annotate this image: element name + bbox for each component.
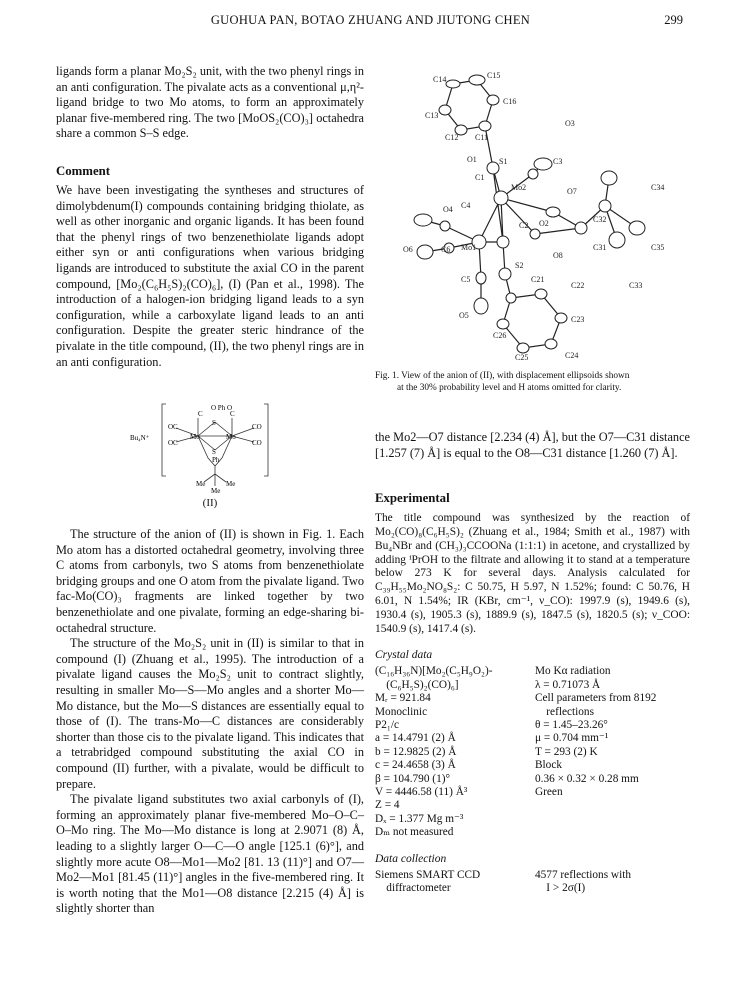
atom-label: O7 (567, 187, 577, 196)
atom-label: C3 (553, 157, 563, 166)
molecule-drawing (375, 66, 690, 363)
experimental-paragraph: The title compound was synthesized by the reaction of Mo₂(CO)₈(C₆H₅S)₂ (Zhuang et al., 1984; Smith et al., 1987) with Bu₄NBr and (CH₃)₃CCOONa (1:1:1) in acetone, and crystallized by adding ⁱPrOH to the filtrate and allowing it to stand at a temperature below 273 K for several days. Analysis calculated for C₃₉H₅₅Mo₂NO₈S₂: C 50.75, H 5.97, N 1.52%; found: C 50.76, H 6.01, N 1.54%; IR (KBr, cm⁻¹, ν_CO): 1997.9 (s), 1949.6 (s), 1930.4 (s), 1905.3 (s), 1889.9 (s), 1847.5 (s), 1820.5 (s); ν_COO: 1540.9 (s), 1417.4 (s). (375, 512, 690, 635)
svg-text:Me: Me (226, 480, 236, 489)
atom-label: S1 (499, 157, 508, 166)
crystal-data-cell (535, 826, 690, 839)
atom-label: Mo1 (461, 243, 477, 252)
crystal-data-cell: b = 12.9825 (2) Å (375, 745, 457, 758)
svg-text:S: S (212, 448, 216, 457)
ortep-figure (375, 66, 690, 363)
atom-label: C35 (651, 243, 665, 252)
crystal-data-row (375, 773, 690, 786)
atom-label: C34 (651, 183, 665, 192)
mo2s2-paragraph: The structure of the Mo₂S₂ unit in (II) is similar to that in compound (I) (Zhuang et al., 1995). The introduction of a pivalate ligand causes the Mo₂S₂ unit to contract slightly, resulting in smaller Mo—S—Mo angles and a shorter Mo—Mo distance, but the Mo—S distances are essentially equal to those of (I). The trans-Mo—C distances are considerably shorter than those cis to the pivalate ligand. This indicates that a tetrabridged compound substituting the axial CO in compound (II) further, with a pivalate, would be difficult to prepare. (56, 636, 364, 791)
crystal-data-row (375, 665, 690, 678)
crystal-data-cell: T = 293 (2) K (535, 745, 598, 758)
continuation-paragraph: the Mo2—O7 distance [2.234 (4) Å], but the O7—C31 distance [1.257 (7) Å] is equal to the O8—C31 distance [1.260 (7) Å]. (375, 430, 690, 460)
figure-caption-line-2: at the 30% probability level and H atoms omitted for clarity. (397, 382, 622, 393)
atom-label: S2 (515, 261, 524, 270)
data-collection-cell: diffractometer (375, 882, 451, 895)
crystal-data-row (375, 706, 690, 719)
svg-text:C: C (198, 410, 203, 419)
data-collection-heading: Data collection (375, 852, 447, 865)
crystal-data-row (375, 786, 690, 799)
atom-label: C13 (425, 111, 439, 120)
data-collection-cell: I > 2σ(I) (535, 882, 586, 895)
atom-label: C25 (515, 353, 529, 362)
svg-text:Me: Me (196, 480, 206, 489)
atom-label: O6 (403, 245, 413, 254)
atom-label: C21 (531, 275, 545, 284)
scheme-drawing (126, 398, 286, 493)
svg-text:Me: Me (211, 487, 221, 494)
crystal-data-cell: μ = 0.704 mm⁻¹ (535, 732, 609, 745)
crystal-data-cell: a = 14.4791 (2) Å (375, 732, 456, 745)
crystal-data-cell: 0.36 × 0.32 × 0.28 mm (535, 772, 639, 785)
atom-label: C26 (493, 331, 507, 340)
atom-label: C22 (571, 281, 585, 290)
left-column (56, 64, 364, 917)
page-header (0, 13, 741, 33)
svg-text:CO: CO (252, 439, 262, 448)
atom-label: C11 (475, 133, 489, 142)
comment-heading: Comment (56, 163, 111, 178)
crystal-data-cell: V = 4446.58 (11) Å³ (375, 786, 468, 799)
atom-label: C12 (445, 133, 459, 142)
atom-label: O4 (443, 205, 453, 214)
crystal-data-cell: Mᵣ = 921.84 (375, 692, 431, 705)
figure-caption-line-1: Fig. 1. View of the anion of (II), with displacement ellipsoids shown (375, 371, 630, 381)
crystal-data-row (375, 692, 690, 705)
atom-label: C4 (461, 201, 471, 210)
atom-label: C14 (433, 75, 447, 84)
svg-text:Mo: Mo (190, 433, 200, 442)
data-collection-cell: 4577 reflections with (535, 868, 632, 881)
crystal-data-cell: Mo Kα radiation (535, 665, 611, 678)
atom-label: C23 (571, 315, 585, 324)
scheme-label: (II) (202, 497, 218, 510)
data-collection-row (375, 882, 690, 895)
data-collection-cell: Siemens SMART CCD (375, 868, 481, 881)
crystal-data-cell: (C₆H₅S)₂(CO)₆] (375, 678, 459, 691)
atom-label: C2 (519, 221, 529, 230)
atom-label: O3 (565, 119, 575, 128)
svg-text:S: S (212, 419, 216, 428)
data-collection-row (375, 869, 690, 882)
crystal-data-heading: Crystal data (375, 649, 433, 662)
crystal-data-row (375, 732, 690, 745)
atom-label: C33 (629, 281, 643, 290)
figure-caption (375, 371, 690, 394)
svg-text:CO: CO (252, 423, 262, 432)
crystal-data-cell: reflections (535, 705, 594, 718)
crystal-data-row (375, 746, 690, 759)
pivalate-paragraph: The pivalate ligand substitutes two axial carbonyls of (I), forming an approximately planar five-membered Mo–O–C–O–Mo ring. The Mo—Mo distance is long at 2.9071 (8) Å, leading to a slightly larger O—C—O angle [125.1 (6)°], and slightly more acute O8—Mo1—Mo2 [81. 13 (11)°] and O7—Mo2—Mo1 [81.45 (11)°] angles in the five-membered ring. It is worth noting that the Mo1—O8 distance [2.215 (4) Å] is slightly shorter than (56, 792, 364, 916)
svg-text:Ph: Ph (212, 456, 220, 465)
crystal-data-cell: Green (535, 786, 563, 799)
atom-label: Mo2 (511, 183, 527, 192)
atom-label: C1 (475, 173, 485, 182)
atom-label: C6 (441, 245, 451, 254)
scheme-cation: Bu₄N⁺ (130, 434, 150, 443)
atom-label: C16 (503, 97, 517, 106)
svg-text:O Ph O: O Ph O (211, 404, 233, 413)
crystal-data-cell: (C₁₆H₃₆N)[Mo₂(C₅H₉O₂)- (375, 665, 493, 678)
crystal-data-table (375, 665, 690, 839)
page-number: 299 (664, 13, 683, 27)
atom-label: O8 (553, 251, 563, 260)
crystal-data-cell: Dₘ not measured (375, 826, 454, 839)
crystal-data-cell: β = 104.790 (1)° (375, 772, 450, 785)
atom-label: C31 (593, 243, 607, 252)
atom-label: C5 (461, 275, 471, 284)
comment-paragraph: We have been investigating the syntheses and structures of dimolybdenum(I) compounds containing bridging thiolate, as well as other inorganic and organic ligands. It has been found that the phenyl rings of two benzenethiolate ligands adopt either syn or anti configurations when various bridging ligands are introduced to substitute the axial CO in the parent compound, [Mo₂(C₆H₅S)₂(CO)₆], (I) (Pan et al., 1998). The introduction of a halogen-ion bridging ligand leads to a syn configuration, while a carboxylate ligand leads to an anti configuration. Despite the greater steric hindrance of the pivalate in the title compound, (II), the two phenyl rings are in an anti configuration. (56, 182, 364, 369)
crystal-data-cell: Dₓ = 1.377 Mg m⁻³ (375, 812, 464, 825)
svg-text:C: C (230, 410, 235, 419)
svg-text:OC: OC (168, 423, 178, 432)
svg-text:OC: OC (168, 439, 178, 448)
running-head: GUOHUA PAN, BOTAO ZHUANG AND JIUTONG CHEN (210, 13, 531, 27)
crystal-data-cell: Monoclinic (375, 705, 428, 718)
svg-text:Mo: Mo (226, 433, 236, 442)
crystal-data-cell: P2₁/c (375, 718, 400, 731)
crystal-data-cell: Block (535, 759, 562, 772)
atom-label: O1 (467, 155, 477, 164)
right-column (375, 66, 690, 895)
crystal-data-row (375, 799, 690, 812)
crystal-data-cell: c = 24.4658 (3) Å (375, 759, 456, 772)
crystal-data-row (375, 759, 690, 772)
crystal-data-row (375, 719, 690, 732)
crystal-data-cell: Z = 4 (375, 799, 400, 812)
crystal-data-cell (535, 799, 690, 812)
atom-label: C32 (593, 215, 607, 224)
chemical-scheme (56, 398, 364, 493)
crystal-data-row (375, 813, 690, 826)
data-collection-table (375, 869, 690, 896)
atom-label: O5 (459, 311, 469, 320)
crystal-data-cell (535, 813, 690, 826)
structure-paragraph: The structure of the anion of (II) is shown in Fig. 1. Each Mo atom has a distorted octahedral geometry, involving three C atoms from carbonyls, two S atoms from benzenethiolate bridging groups and one O atom from the pivalate ligand. Two fac-Mo(CO)₃ fragments are linked together by two benzenethiolate and one pivalate, forming an edge-sharing bi-octahedral structure. (56, 527, 364, 635)
crystal-data-cell: λ = 0.71073 Å (535, 678, 601, 691)
crystal-data-cell: Cell parameters from 8192 (535, 692, 657, 705)
crystal-data-row (375, 826, 690, 839)
atom-label: O2 (539, 219, 549, 228)
atom-label: C15 (487, 71, 501, 80)
intro-paragraph: ligands form a planar Mo₂S₂ unit, with the two phenyl rings in an anti configuration. The pivalate acts as a conventional μ,η²-ligand bridge to two Mo atoms, to form an approximately planar five-membered ring. The two [MoOS₂(CO)₃] octahedra share a common S–S edge. (56, 64, 364, 141)
crystal-data-cell: θ = 1.45–23.26° (535, 718, 608, 731)
atom-label: C24 (565, 351, 579, 360)
crystal-data-row (375, 679, 690, 692)
experimental-heading: Experimental (375, 491, 450, 506)
